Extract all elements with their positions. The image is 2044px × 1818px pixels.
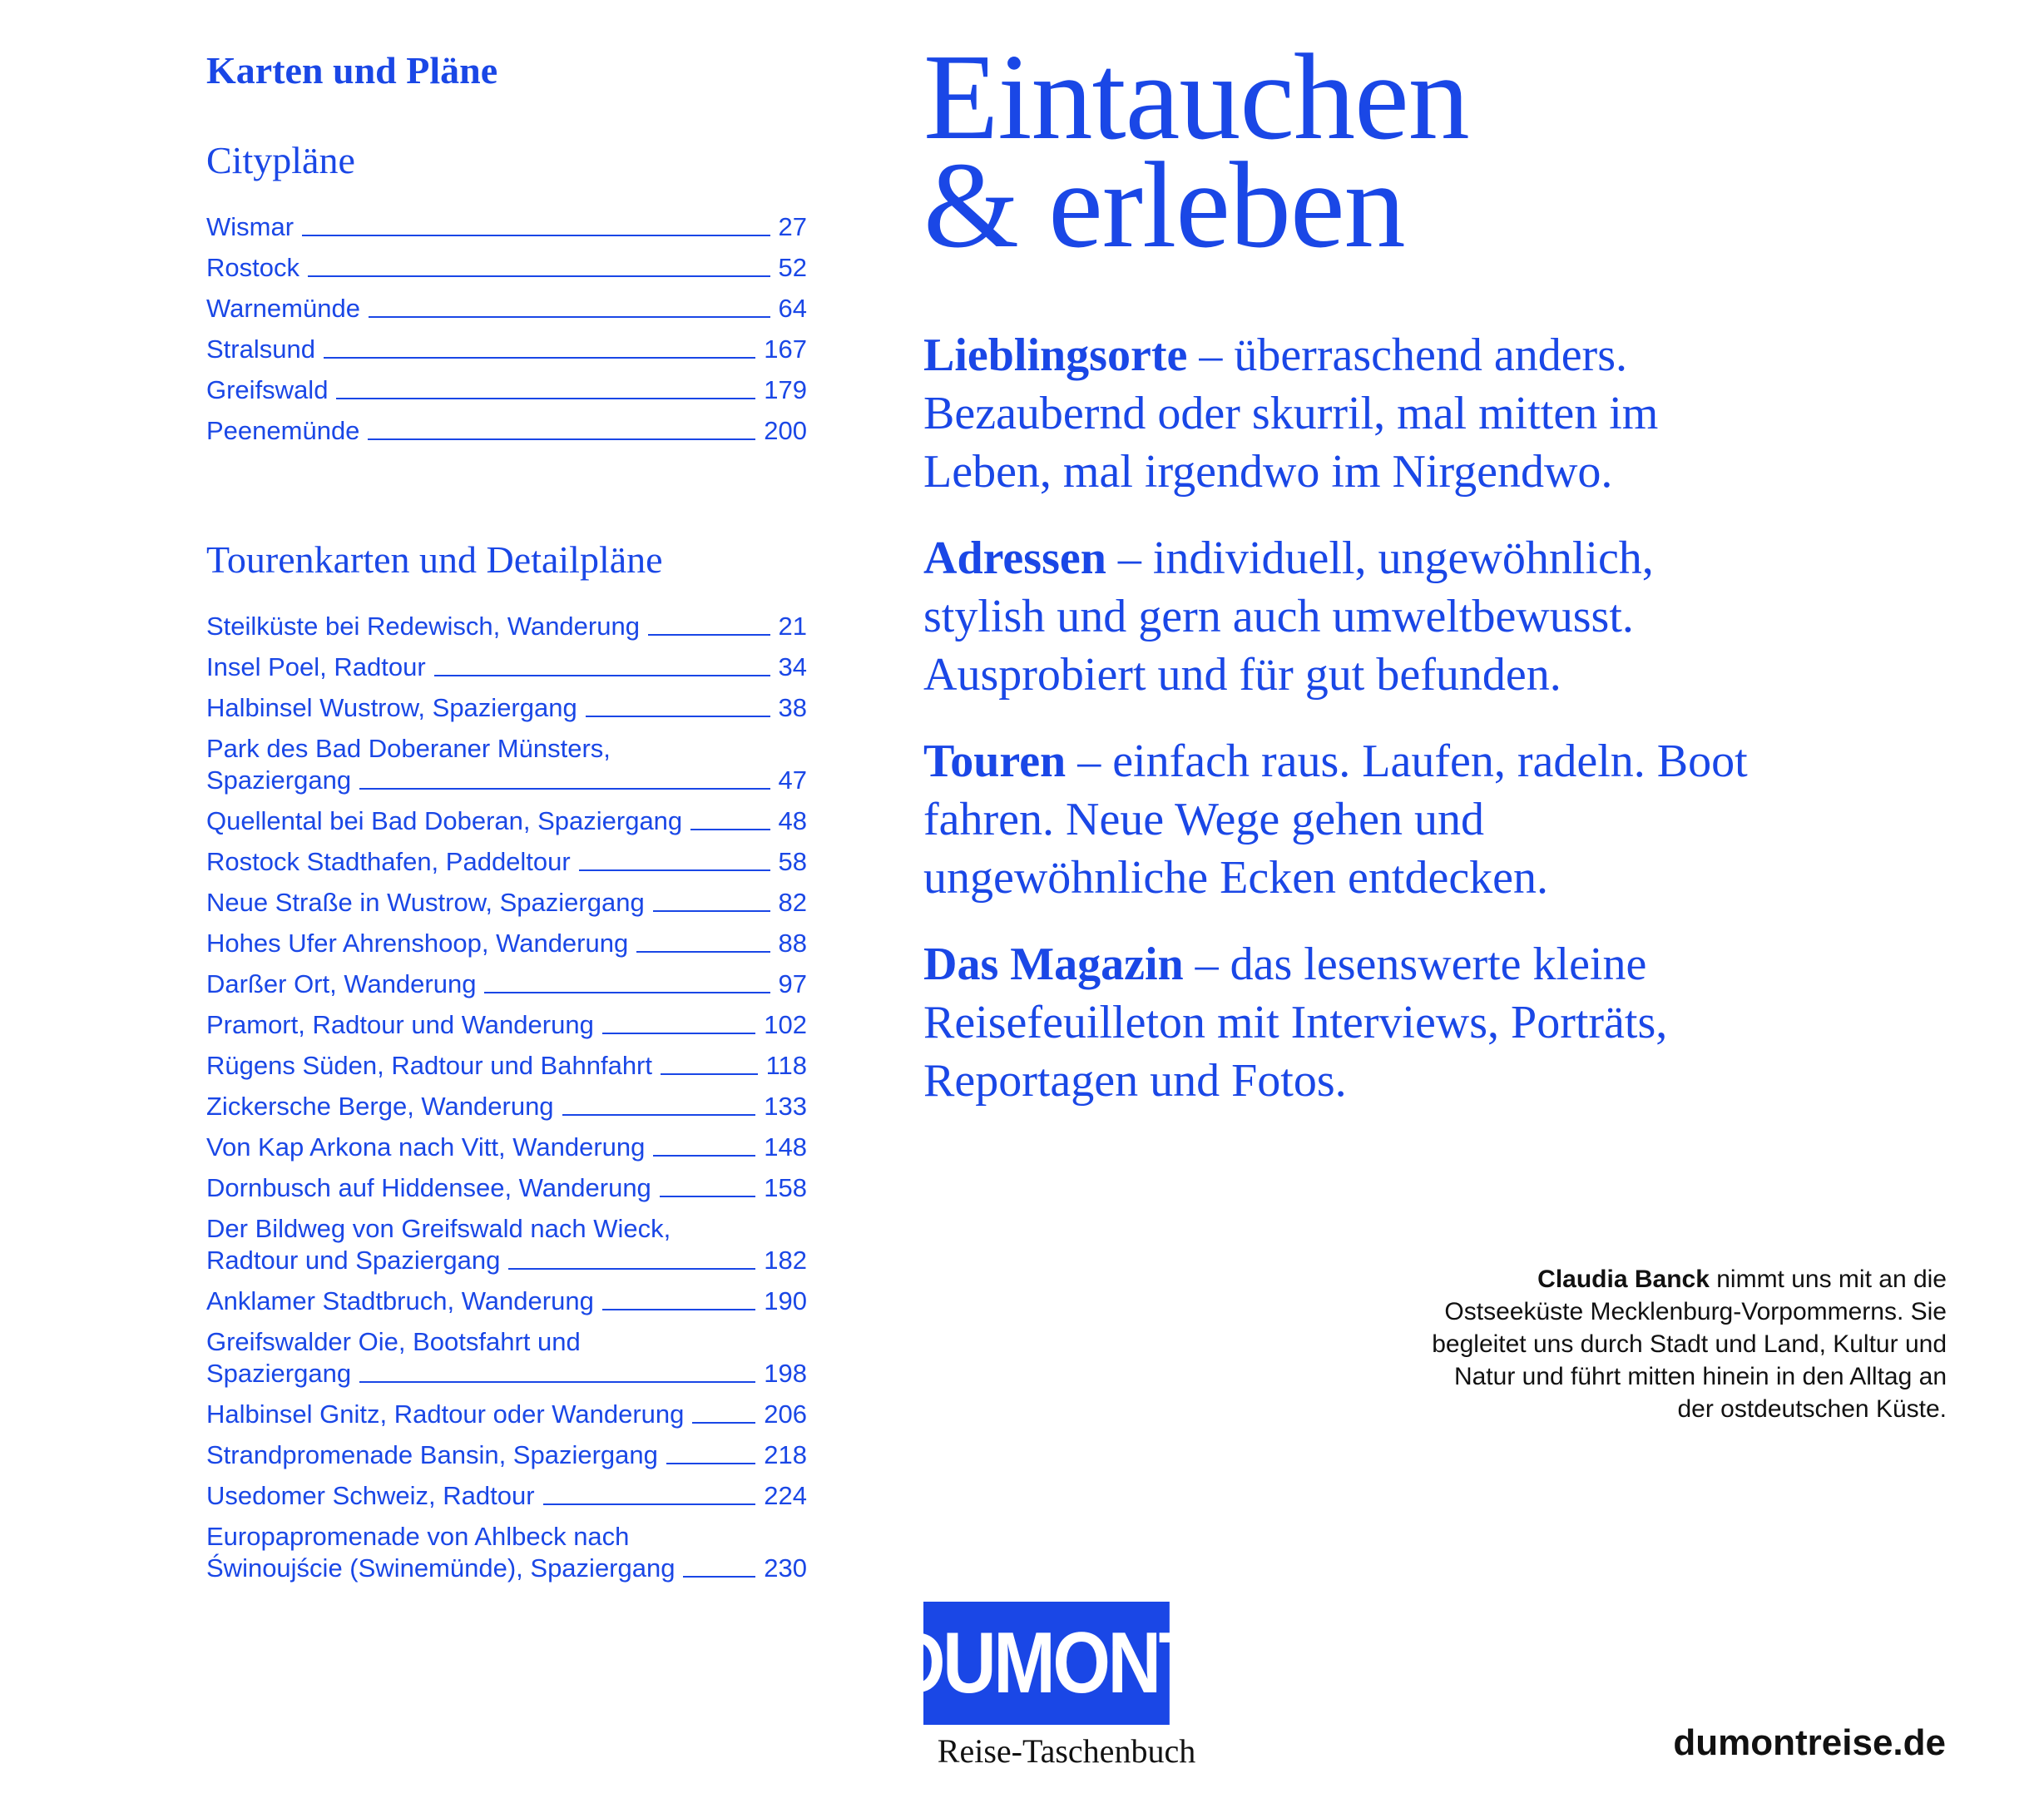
toc-entry: [206, 928, 807, 959]
toc-leader-line: [562, 1114, 756, 1116]
toc-entry: [206, 1285, 807, 1317]
dumont-logo: [891, 1602, 1210, 1771]
toc-leader-line: [579, 869, 770, 871]
toc-page-number: 198: [764, 1359, 807, 1388]
city-maps-heading: Citypläne: [206, 139, 355, 181]
toc-page-number: 47: [778, 765, 807, 795]
toc-entry-title-line1: Greifswalder Oie, Bootsfahrt und: [206, 1327, 581, 1356]
toc-page-number: 200: [764, 416, 807, 445]
toc-entry-title: Insel Poel, Radtour: [206, 652, 426, 681]
toc-entry: [206, 846, 807, 878]
toc-entry-title: Stralsund: [206, 334, 315, 364]
feature-touren: [923, 732, 1755, 907]
feature-adressen: [923, 529, 1755, 704]
feature-term: Lieblingsorte: [923, 329, 1188, 381]
toc-leader-line: [308, 275, 770, 277]
toc-entry-title: Rostock Stadthafen, Paddeltour: [206, 847, 571, 876]
toc-page-number: 118: [765, 1051, 807, 1080]
tour-maps-heading: Tourenkarten und Detailpläne: [206, 538, 663, 581]
toc-entry: [206, 1213, 807, 1276]
toc-entry-title: Neue Straße in Wustrow, Spaziergang: [206, 888, 645, 917]
feature-term: Adressen: [923, 533, 1106, 584]
toc-page-number: 34: [778, 652, 807, 681]
toc-leader-line: [690, 829, 770, 830]
feature-text: – einfach raus. Laufen, radeln. Boot fahren. Neue Wege gehen und ungewöhnliche Ecken entdecken.: [923, 736, 1748, 904]
toc-entry: [206, 293, 807, 324]
toc-page-number: 64: [778, 294, 807, 323]
toc-entry-title-line1: Der Bildweg von Greifswald nach Wieck,: [206, 1214, 671, 1243]
toc-leader-line: [484, 992, 770, 993]
feature-text: – individuell, ungewöhnlich, stylish und gern auch umweltbewusst. Ausprobiert und für gut befunden.: [923, 533, 1654, 701]
feature-lieblingsorte: [923, 326, 1755, 501]
logo-wordmark: DUMONT: [923, 1602, 1170, 1725]
tour-maps-list: [206, 611, 807, 1593]
toc-page-number: 38: [778, 693, 807, 722]
toc-entry-title: Wismar: [206, 212, 294, 241]
toc-page-number: 230: [764, 1553, 807, 1583]
toc-entry: [206, 887, 807, 919]
toc-entry-title: Anklamer Stadtbruch, Wanderung: [206, 1286, 594, 1315]
toc-entry-row: [206, 1358, 807, 1390]
toc-entry-row: [206, 611, 807, 642]
toc-page-number: 206: [764, 1399, 807, 1429]
toc-entry-row: [206, 1553, 807, 1584]
toc-leader-line: [302, 235, 770, 236]
toc-entry-row: [206, 415, 807, 447]
toc-page-number: 190: [764, 1286, 807, 1315]
toc-page-number: 27: [778, 212, 807, 241]
toc-leader-line: [586, 716, 770, 717]
toc-entry-row: [206, 1285, 807, 1317]
headline: [923, 29, 1469, 274]
toc-entry-title: Halbinsel Gnitz, Radtour oder Wanderung: [206, 1399, 685, 1429]
toc-entry-title: Rügens Süden, Radtour und Bahnfahrt: [206, 1051, 652, 1080]
logo-subtitle: Reise-Taschenbuch: [937, 1732, 1196, 1770]
author-name: Claudia Banck: [1537, 1266, 1710, 1293]
toc-entry-title: Warnemünde: [206, 294, 360, 323]
toc-entry-row: [206, 887, 807, 919]
toc-entry-title: Rostock: [206, 253, 299, 282]
toc-entry: [206, 374, 807, 406]
toc-entry: [206, 1439, 807, 1471]
toc-entry: [206, 968, 807, 1000]
toc-entry-title: Greifswald: [206, 375, 329, 404]
toc-entry-row: [206, 805, 807, 837]
toc-page-number: 21: [778, 612, 807, 641]
toc-entry-row: [206, 1050, 807, 1082]
toc-entry: [206, 1521, 807, 1584]
toc-entry: [206, 211, 807, 243]
toc-leader-line: [666, 1463, 755, 1464]
toc-leader-line: [602, 1033, 755, 1034]
toc-entry-title-line1: Europapromenade von Ahlbeck nach: [206, 1522, 630, 1551]
toc-leader-line: [359, 788, 770, 790]
maps-heading: Karten und Pläne: [206, 49, 498, 92]
toc-leader-line: [683, 1576, 755, 1578]
toc-entry: [206, 1326, 807, 1390]
toc-leader-line: [661, 1073, 758, 1075]
toc-entry-row: [206, 334, 807, 365]
toc-leader-line: [324, 357, 755, 359]
toc-page-number: 179: [764, 375, 807, 404]
toc-leader-line: [336, 398, 755, 399]
toc-page-number: 224: [764, 1481, 807, 1510]
toc-leader-line: [359, 1381, 755, 1383]
toc-entry-title: Świnoujście (Swinemünde), Spaziergang: [206, 1553, 676, 1583]
headline-line2: & erleben: [923, 137, 1405, 274]
toc-entry-title: Halbinsel Wustrow, Spaziergang: [206, 693, 577, 722]
toc-entry-row: [206, 1132, 807, 1163]
toc-page-number: 218: [764, 1440, 807, 1469]
toc-entry-title: Peenemünde: [206, 416, 360, 445]
toc-entry: [206, 733, 807, 796]
toc-entry: [206, 1132, 807, 1163]
toc-entry-row: [206, 692, 807, 724]
toc-entry-row: [206, 1480, 807, 1512]
toc-leader-line: [660, 1196, 755, 1197]
feature-text: – das lesenswerte kleine Reisefeuilleton mit Interviews, Porträts, Reportagen und Fotos.: [923, 939, 1668, 1107]
toc-page-number: 167: [764, 334, 807, 364]
toc-entry-row: [206, 374, 807, 406]
feature-term: Touren: [923, 736, 1067, 787]
toc-entry: [206, 1399, 807, 1430]
toc-leader-line: [369, 316, 770, 318]
toc-entry-row: [206, 928, 807, 959]
toc-entry: [206, 1172, 807, 1204]
feature-magazin: [923, 935, 1755, 1110]
toc-entry-title: Hohes Ufer Ahrenshoop, Wanderung: [206, 929, 629, 958]
toc-leader-line: [636, 951, 770, 953]
toc-page-number: 182: [764, 1246, 807, 1275]
toc-entry-row: [206, 651, 807, 683]
toc-leader-line: [653, 1155, 755, 1157]
toc-entry: [206, 611, 807, 642]
toc-entry-row: [206, 1009, 807, 1041]
toc-entry-row: [206, 846, 807, 878]
toc-entry: [206, 334, 807, 365]
toc-page-number: 97: [778, 969, 807, 998]
feature-term: Das Magazin: [923, 939, 1184, 990]
toc-entry-row: [206, 968, 807, 1000]
toc-page-number: 88: [778, 929, 807, 958]
toc-leader-line: [434, 675, 770, 676]
toc-entry: [206, 1050, 807, 1082]
toc-entry: [206, 651, 807, 683]
toc-entry-row: [206, 252, 807, 284]
toc-page-number: 52: [778, 253, 807, 282]
toc-entry-title: Pramort, Radtour und Wanderung: [206, 1010, 594, 1039]
toc-entry: [206, 1091, 807, 1122]
toc-entry-row: [206, 1439, 807, 1471]
toc-leader-line: [368, 438, 755, 440]
toc-leader-line: [692, 1422, 755, 1424]
toc-entry-title: Spaziergang: [206, 1359, 352, 1388]
toc-page-number: 133: [764, 1092, 807, 1121]
toc-page-number: 148: [764, 1132, 807, 1162]
toc-entry: [206, 252, 807, 284]
toc-entry-title: Dornbusch auf Hiddensee, Wanderung: [206, 1173, 651, 1202]
city-maps-list: [206, 211, 807, 456]
toc-entry: [206, 1480, 807, 1512]
toc-leader-line: [653, 910, 770, 912]
toc-entry-title: Darßer Ort, Wanderung: [206, 969, 477, 998]
toc-page-number: 82: [778, 888, 807, 917]
toc-entry-row: [206, 211, 807, 243]
toc-page-number: 58: [778, 847, 807, 876]
author-blurb: [1414, 1263, 1947, 1425]
toc-entry-row: [206, 293, 807, 324]
website-url: dumontreise.de: [1673, 1722, 1946, 1763]
toc-entry-row: [206, 765, 807, 796]
headline-line1: Eintauchen: [923, 29, 1469, 166]
toc-page-number: 48: [778, 806, 807, 835]
toc-entry-title: Usedomer Schweiz, Radtour: [206, 1481, 535, 1510]
toc-entry: [206, 692, 807, 724]
toc-entry: [206, 1009, 807, 1041]
toc-entry-row: [206, 1245, 807, 1276]
toc-entry-row: [206, 1091, 807, 1122]
toc-entry-title: Radtour und Spaziergang: [206, 1246, 501, 1275]
feature-text: – überraschend anders. Bezaubernd oder skurril, mal mitten im Leben, mal irgendwo im Nirgendwo.: [923, 329, 1659, 498]
toc-leader-line: [602, 1309, 755, 1310]
toc-entry: [206, 415, 807, 447]
toc-entry-title: Quellental bei Bad Doberan, Spaziergang: [206, 806, 683, 835]
toc-entry: [206, 805, 807, 837]
toc-leader-line: [508, 1268, 755, 1270]
toc-entry-row: [206, 1172, 807, 1204]
toc-entry-title: Strandpromenade Bansin, Spaziergang: [206, 1440, 658, 1469]
toc-leader-line: [543, 1503, 756, 1505]
blurb-text: nimmt uns mit an die Ostseeküste Mecklenburg-Vorpommerns. Sie begleitet uns durch Stadt und Land, Kultur und Natur und führt mitten hinein in den Alltag an der ostdeutschen Küste.: [1432, 1266, 1947, 1423]
toc-entry-title: Von Kap Arkona nach Vitt, Wanderung: [206, 1132, 646, 1162]
toc-entry-row: [206, 1399, 807, 1430]
toc-leader-line: [648, 634, 770, 636]
toc-entry-title: Spaziergang: [206, 765, 352, 795]
toc-entry-title-line1: Park des Bad Doberaner Münsters,: [206, 734, 611, 763]
toc-entry-title: Zickersche Berge, Wanderung: [206, 1092, 554, 1121]
toc-page-number: 158: [764, 1173, 807, 1202]
toc-page-number: 102: [764, 1010, 807, 1039]
toc-entry-title: Steilküste bei Redewisch, Wanderung: [206, 612, 640, 641]
